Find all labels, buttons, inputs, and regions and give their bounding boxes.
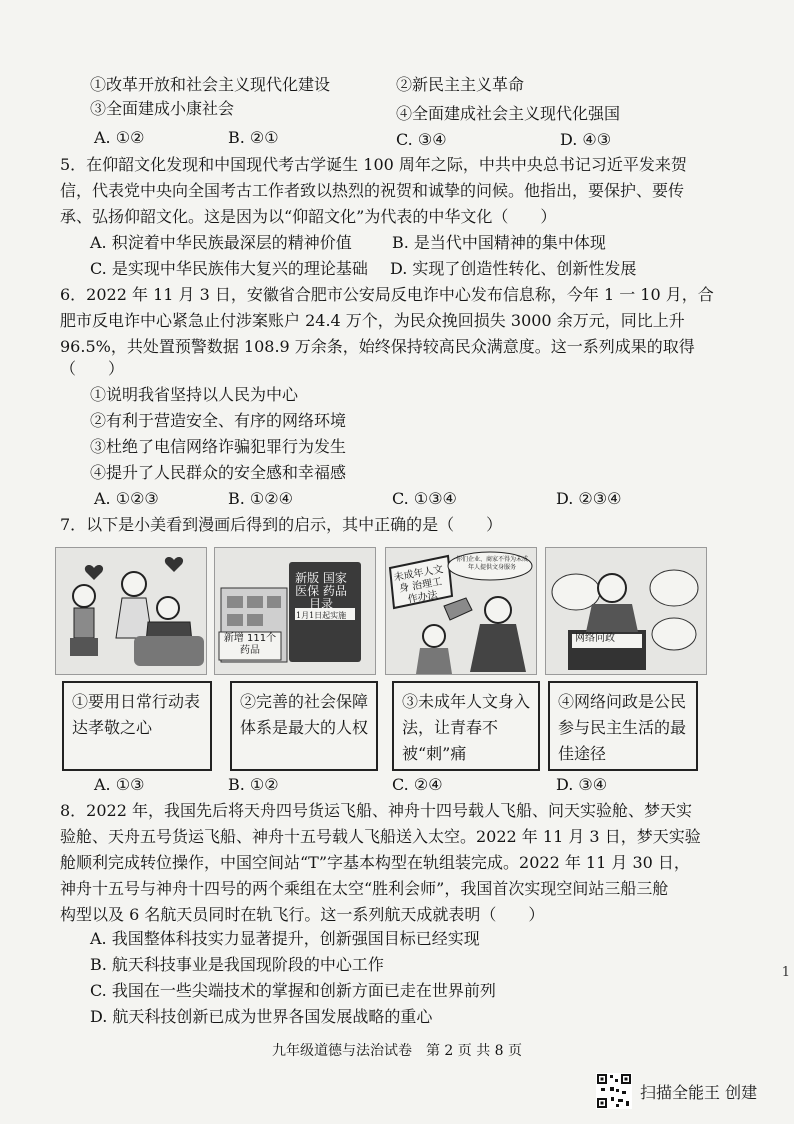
tattoo-law-sign: 未成年人文身 治理工作办法 [392, 564, 445, 606]
q6-option-d: D. ②③④ [556, 489, 622, 508]
item-3: ③全面建成小康社会 [90, 99, 235, 118]
new-drugs-badge: 新增 111个药品 [223, 633, 277, 656]
q5-line-3: 承、弘扬仰韶文化。这是因为以“仰韶文化”为代表的中华文化（ ） [60, 207, 557, 226]
q8-option-d: D. 航天科技创新已成为世界各国发展战略的重心 [90, 1007, 433, 1026]
cartoon-family-illustration [56, 548, 206, 674]
q8-line-3: 舱顺利完成转位操作，中国空间站“T”字基本构型在轨组装完成。2022 年 11 月 30 日， [60, 853, 690, 872]
q7-option-d: D. ③④ [556, 775, 608, 794]
statement-box-2: ②完善的社会保障体系是最大的人权 [230, 681, 378, 771]
q8-line-5: 构型以及 6 名航天员同时在轨飞行。这一系列航天成就表明（ ） [60, 905, 545, 924]
q5-line-2: 信，代表党中央向全国考古工作者致以热烈的祝贺和诚挚的问候。他指出，要保护、要传 [60, 181, 685, 200]
qr-code-icon [596, 1073, 632, 1109]
q8-option-c: C. 我国在一些尖端技术的掌握和创新方面已走在世界前列 [90, 981, 496, 1000]
q8-option-a: A. 我国整体科技实力显著提升，创新强国目标已经实现 [90, 929, 480, 948]
q6-item-3: ③杜绝了电信网络诈骗犯罪行为发生 [90, 437, 347, 456]
q6-option-b: B. ①②④ [228, 489, 293, 508]
q6-option-c: C. ①③④ [392, 489, 457, 508]
cartoon-online-governance [545, 547, 707, 675]
cartoon-online-politics-illustration [546, 548, 706, 674]
q6-item-1: ①说明我省坚持以人民为中心 [90, 385, 299, 404]
page-footer: 九年级道德与法治试卷 第 2 页 共 8 页 [271, 1043, 523, 1059]
tattoo-speech-bubble: 你们企业、商家不得为未成年人提供文身服务 [456, 556, 529, 571]
q8-line-4: 神舟十五号与神舟十四号的两个乘组在太空“胜利会师”，我国首次实现空间站三船三舱 [60, 879, 669, 898]
q6-line-4: （ ） [60, 359, 125, 378]
option-b: B. ②① [228, 128, 279, 147]
q8-line-2: 验舱、天舟五号货运飞船、神舟十五号载人飞船送入太空。2022 年 11 月 3 日，梦天实验 [60, 827, 701, 846]
option-c: C. ③④ [396, 130, 447, 149]
q7-option-c: C. ②④ [392, 775, 443, 794]
q6-item-2: ②有利于营造安全、有序的网络环境 [90, 411, 347, 430]
item-4: ④全面建成社会主义现代化强国 [396, 104, 621, 123]
statement-box-1: ①要用日常行动表达孝敬之心 [62, 681, 212, 771]
statement-box-3: ③未成年人文身入法，让青春不被“刺”痛 [392, 681, 540, 771]
q5-option-d: D. 实现了创造性转化、创新性发展 [390, 259, 637, 278]
q6-line-1: 6．2022 年 11 月 3 日，安徽省合肥市公安局反电诈中心发布信息称，今年 1 一 10 月，合 [60, 285, 714, 304]
edge-mark: 1 [781, 965, 790, 980]
drug-list-title: 新版 国家医保 药品目录 [295, 571, 347, 611]
cartoon-filial-piety [55, 547, 207, 675]
q6-line-2: 肥市反电诈中心紧急止付涉案账户 24.4 万个，为民众挽回损失 3000 余万元，同比上升 [60, 311, 685, 330]
q7-option-b: B. ①② [228, 775, 279, 794]
option-a: A. ①② [94, 128, 145, 147]
q6-option-a: A. ①②③ [94, 489, 159, 508]
drug-list-date: 1月1日起实施 [296, 611, 347, 620]
q5-line-1: 5．在仰韶文化发现和中国现代考古学诞生 100 周年之际，中共中央总书记习近平发来贺 [60, 155, 687, 174]
q6-item-4: ④提升了人民群众的安全感和幸福感 [90, 463, 347, 482]
item-2: ②新民主主义革命 [396, 75, 525, 94]
option-d: D. ④③ [560, 130, 612, 149]
q6-line-3: 96.5%，共处置预警数据 108.9 万余条，始终保持较高民众满意度。这一系列成果的取得 [60, 337, 695, 356]
q5-option-a: A. 积淀着中华民族最深层的精神价值 [90, 233, 352, 252]
item-1: ①改革开放和社会主义现代化建设 [90, 75, 331, 94]
statement-box-4: ④网络问政是公民参与民主生活的最佳途径 [548, 681, 698, 771]
q7-stem: 7．以下是小美看到漫画后得到的启示，其中正确的是（ ） [60, 515, 503, 534]
online-politics-screen: 网络问政 [575, 633, 615, 644]
q8-option-b: B. 航天科技事业是我国现阶段的中心工作 [90, 955, 384, 974]
q8-line-1: 8．2022 年，我国先后将天舟四号货运飞船、神舟十四号载人飞船、问天实验舱、梦天实 [60, 801, 692, 820]
scanner-watermark: 扫描全能王 创建 [640, 1083, 758, 1102]
q5-option-c: C. 是实现中华民族伟大复兴的理论基础 [90, 259, 368, 278]
q7-option-a: A. ①③ [94, 775, 145, 794]
q5-option-b: B. 是当代中国精神的集中体现 [392, 233, 606, 252]
